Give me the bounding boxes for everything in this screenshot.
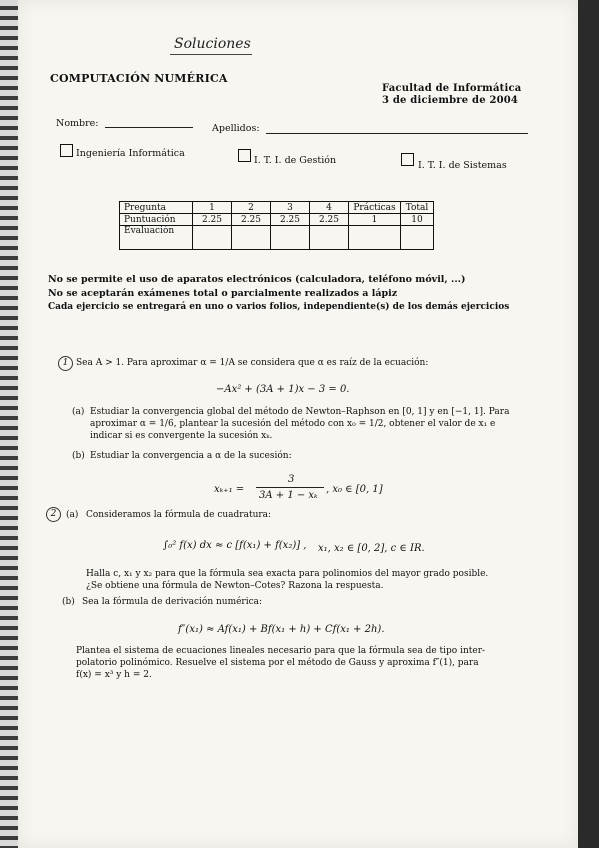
table-cell: Prácticas [349,202,401,214]
question-1-equation: −Ax² + (3A + 1)x − 3 = 0. [216,384,350,395]
table-cell[interactable] [310,226,349,250]
course-title: COMPUTACIÓN NUMÉRICA [50,72,228,85]
derivation-formula: f″(x₁) ≈ Af(x₁) + Bf(x₁ + h) + Cf(x₁ + 2h). [178,624,385,635]
question-2b-line1: Plantea el sistema de ecuaciones lineales necesario para que la fórmula sea de tipo inter- [76,646,486,656]
score-table [119,201,434,250]
question-2a-text: Consideramos la fórmula de cuadratura: [86,510,272,520]
question-2a-label: (a) [66,510,79,520]
table-cell: 4 [310,202,349,214]
question-1b-lhs: xₖ₊₁ = [214,484,245,495]
table-row [120,214,434,226]
question-1a-line3: indicar si es convergente la sucesión xₖ. [90,431,273,441]
table-cell: 2.25 [310,214,349,226]
table-cell[interactable] [193,226,232,250]
option-ingenieria: Ingeniería Informática [76,148,185,159]
table-cell[interactable] [401,226,434,250]
question-2a-line2: ¿Se obtiene una fórmula de Newton–Cotes? Razona la respuesta. [86,581,384,591]
question-2b-text: Sea la fórmula de derivación numérica: [82,597,263,607]
nombre-label: Nombre: [56,118,99,129]
rule-sheets: Cada ejercicio se entregará en uno o varios folios, independiente(s) de los demás ejercicios [48,302,510,312]
table-cell[interactable] [232,226,271,250]
handwritten-title: Soluciones [174,36,251,52]
rule-electronics: No se permite el uso de aparatos electrónicos (calculadora, teléfono móvil, ...) [48,274,466,285]
question-2-number: 2 [46,507,61,522]
checkbox-sistemas[interactable] [401,153,414,166]
question-1a-label: (a) [72,407,85,417]
question-1b-tail: , x₀ ∈ [0, 1] [326,484,383,495]
table-cell: 2.25 [232,214,271,226]
question-2b-line3: f(x) = x³ y h = 2. [76,670,152,680]
quadrature-formula: ∫₀² f(x) dx ≈ c [f(x₁) + f(x₂)] , [163,540,307,551]
nombre-field[interactable] [105,127,193,128]
table-cell[interactable] [271,226,310,250]
option-sistemas: I. T. I. de Sistemas [418,160,507,171]
faculty-name: Facultad de Informática [382,83,522,94]
question-1a-line1: Estudiar la convergencia global del método de Newton–Raphson en [0, 1] y en [−1, 1]. Para [90,407,510,417]
checkbox-gestion[interactable] [238,149,251,162]
question-1b-fraction-bar [256,487,324,488]
question-1b-denominator: 3A + 1 − xₖ [259,490,318,501]
table-cell: 1 [349,214,401,226]
table-row [120,202,434,214]
question-1-intro: Sea A > 1. Para aproximar α = 1/A se considera que α es raíz de la ecuación: [76,358,429,368]
table-cell: 2 [232,202,271,214]
table-cell[interactable] [349,226,401,250]
checkbox-ingenieria[interactable] [60,144,73,157]
rule-pencil: No se aceptarán exámenes total o parcialmente realizados a lápiz [48,288,398,299]
table-cell: Pregunta [120,202,193,214]
exam-date: 3 de diciembre de 2004 [382,95,519,106]
apellidos-label: Apellidos: [212,123,260,134]
apellidos-field[interactable] [266,133,528,134]
table-cell: 3 [271,202,310,214]
table-cell: 2.25 [271,214,310,226]
handwritten-underline [170,54,252,55]
table-cell: Evaluación [120,226,193,250]
question-1b-numerator: 3 [288,474,295,485]
exam-page [18,0,578,848]
table-cell: 1 [193,202,232,214]
question-2b-label: (b) [62,597,75,607]
table-cell: 2.25 [193,214,232,226]
table-row [120,226,434,250]
table-cell: Puntuación [120,214,193,226]
question-2b-line2: polatorio polinómico. Resuelve el sistema por el método de Gauss y aproxima f″(1), para [76,658,479,668]
question-1a-line2: aproximar α = 1/6, plantear la sucesión del método con x₀ = 1/2, obtener el valor de x₁ e [90,419,496,429]
option-gestion: I. T. I. de Gestión [254,155,337,166]
table-cell: 10 [401,214,434,226]
quadrature-conditions: x₁, x₂ ∈ [0, 2], c ∈ IR. [318,543,425,554]
question-2a-line1: Halla c, x₁ y x₂ para que la fórmula sea exacta para polinomios del mayor grado posible. [86,569,489,579]
question-1b-label: (b) [72,451,85,461]
question-1-number: 1 [58,356,73,371]
spiral-binding [0,0,18,848]
question-1b-text: Estudiar la convergencia a α de la sucesión: [90,451,292,461]
table-cell: Total [401,202,434,214]
